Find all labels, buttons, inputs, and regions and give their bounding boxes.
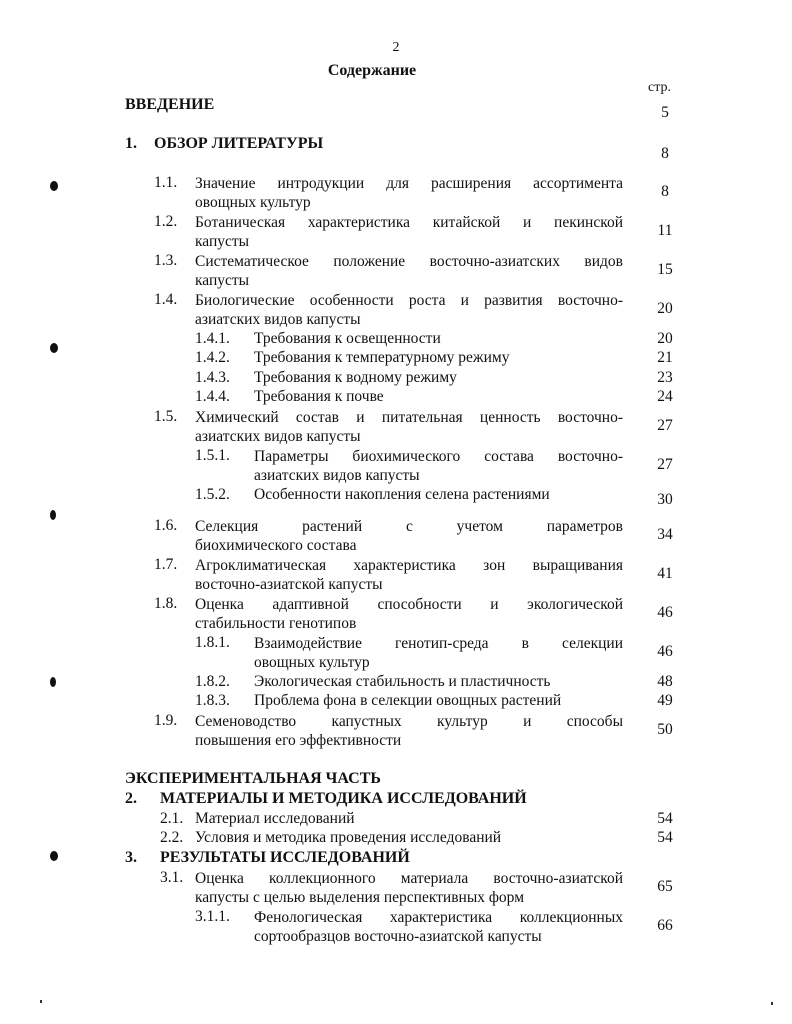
toc-entry-page: 50 [657, 721, 673, 738]
toc-entry-title [195, 408, 623, 446]
toc-entry-line: Химический состав и питательная ценность восточно- [195, 409, 623, 426]
toc-entry-line: овощных культур [254, 654, 370, 671]
toc-entry-title [195, 712, 623, 750]
toc-entry-title [254, 447, 623, 485]
toc-entry-number: 1.5. [154, 408, 178, 425]
toc-chapter3-number: 3. [125, 849, 137, 866]
toc-entry-page: 30 [657, 491, 673, 508]
toc-entry-line: Оценка коллекционного материала восточно-азиатской [195, 870, 623, 887]
toc-entry-title [195, 213, 623, 251]
toc-entry-line: Значение интродукции для расширения ассортимента [195, 175, 623, 192]
toc-entry-page: 20 [657, 330, 673, 347]
toc-entry-page: 34 [657, 526, 673, 543]
toc-entry-line: Оценка адаптивной способности и экологической [195, 596, 623, 613]
toc-entry-line: капусты с целью выделения перспективных форм [195, 889, 524, 906]
toc-part-heading: ЭКСПЕРИМЕНТАЛЬНАЯ ЧАСТЬ [125, 770, 381, 787]
toc-entry-page: 23 [657, 369, 673, 386]
toc-entry-line: Селекция растений с учетом параметров [195, 518, 623, 535]
toc-entry-line: Семеноводство капустных культур и способы [195, 713, 623, 730]
toc-entry-page: 48 [657, 673, 673, 690]
toc-entry-title [195, 869, 623, 907]
toc-entry-page: 54 [657, 829, 673, 846]
toc-entry-number: 3.1.1. [195, 908, 230, 925]
toc-entry-page: 24 [657, 388, 673, 405]
toc-entry-title [195, 517, 623, 555]
toc-entry-number: 1.8. [154, 595, 178, 612]
toc-entry-number: 1.9. [154, 712, 178, 729]
toc-entry-number: 1.4.3. [195, 369, 230, 386]
binder-hole-mark [50, 510, 56, 520]
toc-entry-title: Условия и методика проведения исследований [195, 829, 502, 846]
toc-entry-number: 1.4.2. [195, 349, 230, 366]
toc-entry-title: Требования к температурному режиму [254, 349, 510, 366]
toc-entry-line: капусты [195, 233, 250, 250]
toc-entry-title [195, 252, 623, 290]
toc-chapter1-label: ОБЗОР ЛИТЕРАТУРЫ [154, 135, 324, 152]
toc-chapter3-label: РЕЗУЛЬТАТЫ ИССЛЕДОВАНИЙ [160, 849, 410, 866]
toc-entry-number: 2.2. [160, 829, 184, 846]
toc-entry-page: 27 [657, 417, 673, 434]
toc-entry-page: 46 [657, 604, 673, 621]
toc-entry-title [195, 595, 623, 633]
toc-entry-title: Особенности накопления селена растениями [254, 486, 550, 503]
toc-entry-number: 1.1. [154, 174, 178, 191]
toc-entry-page: 41 [657, 565, 673, 582]
toc-entry-number: 1.5.2. [195, 486, 230, 503]
toc-entry-page: 46 [657, 643, 673, 660]
toc-entry-number: 1.5.1. [195, 447, 230, 464]
toc-entry-line: Взаимодействие генотип-среда в селекции [254, 635, 623, 652]
toc-entry-line: азиатских видов капусты [254, 467, 420, 484]
toc-entry-title [195, 174, 623, 212]
toc-entry-page: 21 [657, 349, 673, 366]
toc-entry-title: Требования к водному режиму [254, 369, 457, 386]
binder-hole-mark [50, 677, 56, 687]
toc-entry-title: Требования к освещенности [254, 330, 441, 347]
toc-chapter2-label: МАТЕРИАЛЫ И МЕТОДИКА ИССЛЕДОВАНИЙ [160, 790, 527, 807]
binder-hole-mark [50, 181, 58, 191]
scan-speck [771, 1002, 773, 1005]
toc-entry-line: азиатских видов капусты [195, 311, 361, 328]
toc-entry-number: 1.4.1. [195, 330, 230, 347]
toc-entry-line: Ботаническая характеристика китайской и пекинской [195, 214, 623, 231]
toc-entry-line: сортообразцов восточно-азиатской капусты [254, 928, 542, 945]
toc-entry-title: Требования к почве [254, 388, 384, 405]
toc-entry-line: азиатских видов капусты [195, 428, 361, 445]
toc-entry-page: 20 [657, 300, 673, 317]
toc-intro-label: ВВЕДЕНИЕ [125, 96, 215, 113]
toc-entry-line: Агроклиматическая характеристика зон выращивания [195, 557, 623, 574]
toc-entry-number: 1.6. [154, 517, 178, 534]
pages-column-label: стр. [648, 80, 672, 95]
toc-entry-number: 1.4.4. [195, 388, 230, 405]
toc-entry-number: 1.8.1. [195, 634, 230, 651]
toc-entry-page: 54 [657, 810, 673, 827]
toc-entry-title [254, 908, 623, 946]
binder-hole-mark [50, 851, 58, 861]
toc-entry-number: 1.3. [154, 252, 178, 269]
toc-entry-page: 66 [657, 917, 673, 934]
toc-entry-line: восточно-азиатской капусты [195, 576, 383, 593]
toc-entry-page: 49 [657, 692, 673, 709]
toc-entry-page: 27 [657, 456, 673, 473]
toc-entry-number: 1.2. [154, 213, 178, 230]
toc-entry-line: Биологические особенности роста и развития восточно- [195, 292, 623, 309]
toc-entry-title: Проблема фона в селекции овощных растений [254, 692, 562, 709]
binder-hole-mark [50, 343, 58, 353]
toc-entry-title [195, 556, 623, 594]
toc-entry-line: стабильности генотипов [195, 615, 357, 632]
toc-entry-title: Материал исследований [195, 810, 355, 827]
toc-entry-number: 1.7. [154, 556, 178, 573]
toc-entry-line: Фенологическая характеристика коллекционных [254, 909, 623, 926]
toc-entry-number: 2.1. [160, 810, 184, 827]
toc-intro-page: 5 [661, 104, 669, 121]
toc-entry-line: Параметры биохимического состава восточно- [254, 448, 623, 465]
page-number: 2 [392, 40, 400, 55]
toc-entry-title: Экологическая стабильность и пластичность [254, 673, 551, 690]
toc-entry-title [195, 291, 623, 329]
toc-entry-page: 8 [661, 183, 669, 200]
toc-entry-page: 11 [657, 222, 673, 239]
toc-entry-number: 1.8.3. [195, 692, 230, 709]
toc-entry-number: 1.8.2. [195, 673, 230, 690]
page-title: Содержание [327, 62, 417, 79]
toc-entry-line: капусты [195, 272, 250, 289]
toc-chapter1-number: 1. [125, 135, 137, 152]
toc-entry-number: 3.1. [160, 869, 184, 886]
toc-entry-title [254, 634, 623, 672]
toc-entry-line: повышения его эффективности [195, 732, 402, 749]
toc-entry-line: биохимического состава [195, 537, 357, 554]
toc-entry-line: овощных культур [195, 194, 311, 211]
toc-entry-number: 1.4. [154, 291, 178, 308]
toc-entry-line: Систематическое положение восточно-азиатских видов [195, 253, 623, 270]
toc-chapter2-number: 2. [125, 790, 137, 807]
toc-chapter1-page: 8 [661, 145, 669, 162]
toc-entry-page: 65 [657, 878, 673, 895]
toc-entry-page: 15 [657, 261, 673, 278]
scan-speck [40, 1000, 42, 1003]
